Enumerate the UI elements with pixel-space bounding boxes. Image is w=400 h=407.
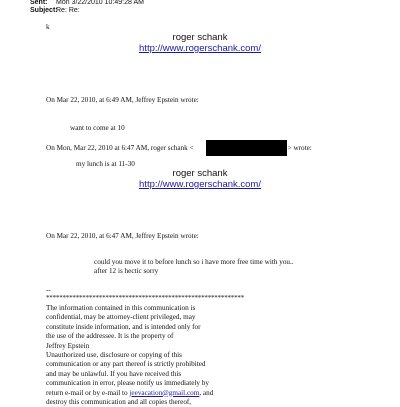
subject-value: Re: Re:	[56, 7, 80, 14]
signature-link[interactable]	[0, 179, 400, 190]
disclaimer-line: the use of the addressee. It is the property of	[46, 332, 174, 341]
quote-text: want to come at 10	[70, 124, 125, 132]
disclaimer-text: , and	[199, 388, 214, 397]
disclaimer-line: The information contained in this communication is	[46, 304, 196, 312]
quote-text-line-2: after 12 is hectic sorry	[94, 267, 159, 275]
confidentiality-disclaimer	[46, 304, 296, 407]
signature-url[interactable]: http://www.rogerschank.com/	[139, 43, 261, 54]
quote-intro-suffix: > wrote:	[287, 144, 312, 152]
signature-link[interactable]	[0, 43, 400, 54]
disclaimer-line: constitute inside information, and is intended only for	[46, 322, 201, 331]
signature-name: roger schank	[172, 32, 228, 43]
disclaimer-line: Unauthorized use, disclosure or copying of this	[46, 351, 182, 360]
quote-intro-prefix: On Mon, Mar 22, 2010 at 6:47 AM, roger schank <	[46, 144, 194, 152]
disclaimer-line: communication or any part thereof is strictly prohibited	[46, 360, 206, 369]
quote-text-line-1: could you move it to before lunch so i have more free time with you..	[94, 258, 294, 266]
subject-row	[30, 7, 80, 15]
quote-intro: On Mar 22, 2010, at 6:49 AM, Jeffrey Epstein wrote:	[46, 96, 199, 104]
signature-name: roger schank	[172, 168, 228, 179]
redaction-box	[206, 140, 287, 156]
disclaimer-line	[46, 389, 296, 398]
disclaimer-line: confidential, may be attorney-client privileged, may	[46, 313, 196, 322]
sent-label: Sent:	[30, 0, 48, 6]
disclaimer-line: and may be unlawful. If you have received this	[46, 369, 182, 378]
signature-url[interactable]: http://www.rogerschank.com/	[139, 179, 261, 190]
contact-email-link[interactable]: jeevacation@gmail.com	[129, 388, 200, 397]
disclaimer-line: communication in error, please notify us immediately by	[46, 379, 209, 388]
quote-text: my lunch is at 11-30	[76, 160, 135, 168]
sent-value: Mon 3/22/2010 10:49:28 AM	[56, 0, 144, 6]
disclaimer-line: destroy this communication and all copies thereof,	[46, 398, 192, 407]
subject-label: Subject:	[30, 7, 58, 14]
separator-dashes: --	[46, 286, 51, 294]
disclaimer-line: Jeffrey Epstein	[46, 341, 90, 350]
quote-intro: On Mar 22, 2010, at 6:47 AM, Jeffrey Epstein wrote:	[46, 232, 199, 240]
separator-stars: ************************************************************	[46, 294, 245, 302]
sent-row	[30, 0, 144, 7]
disclaimer-text: return e-mail or by e-mail to	[46, 388, 130, 397]
body-first-line: k	[46, 23, 50, 31]
